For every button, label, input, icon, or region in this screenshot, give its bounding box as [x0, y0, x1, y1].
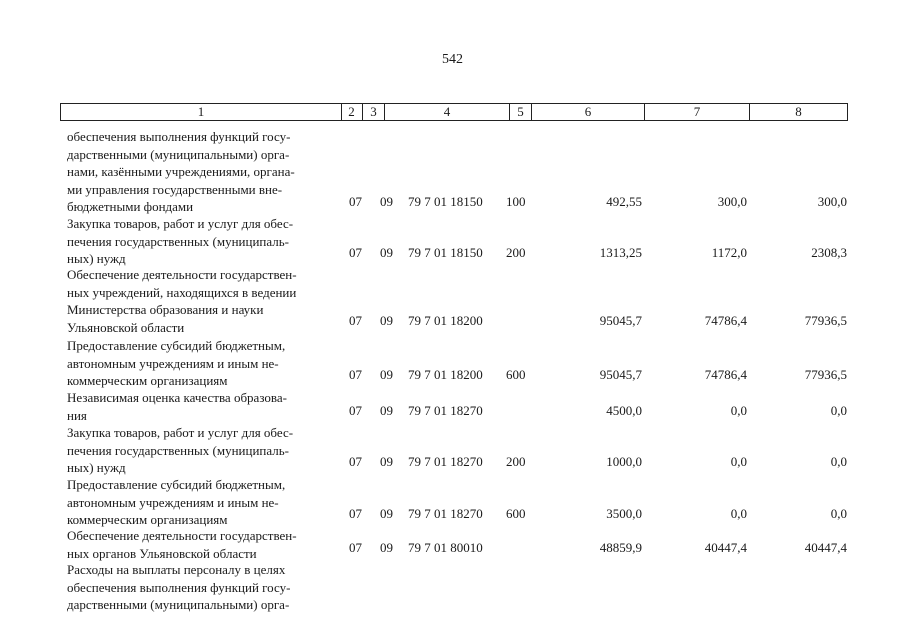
section-code: 07 [349, 506, 362, 521]
description-line: автономным учреждениям и иным не- [67, 355, 279, 371]
row-description [67, 266, 335, 336]
row-description [67, 476, 335, 529]
row-description [67, 215, 335, 268]
amount-col-6: 95045,7 [599, 313, 642, 328]
amount-col-8: 77936,5 [804, 313, 847, 328]
description-line: ных) нужд [67, 251, 126, 266]
row-description [67, 561, 335, 614]
description-line: бюджетными фондами [67, 199, 194, 214]
amount-col-7: 1172,0 [711, 245, 747, 260]
description-line: ми управления государственными вне- [67, 181, 283, 197]
amount-col-6: 492,55 [606, 194, 642, 209]
description-line: автономным учреждениям и иным не- [67, 494, 279, 510]
amount-col-6: 3500,0 [606, 506, 642, 521]
description-line: обеспечения выполнения функций госу- [67, 579, 291, 595]
amount-col-7: 74786,4 [704, 313, 747, 328]
header-col-3: 3 [363, 103, 385, 121]
subsection-code: 09 [380, 454, 393, 469]
target-article-code: 79 7 01 18200 [408, 367, 483, 382]
description-line: Закупка товаров, работ и услуг для обес- [67, 216, 294, 231]
amount-col-8: 300,0 [817, 194, 847, 209]
header-col-6: 6 [532, 103, 645, 121]
expense-type-code: 600 [506, 506, 526, 521]
header-col-4: 4 [385, 103, 510, 121]
description-line: коммерческим организациям [67, 373, 228, 388]
header-col-2: 2 [341, 103, 363, 121]
amount-col-8: 0,0 [830, 403, 847, 418]
description-line: печения государственных (муниципаль- [67, 233, 290, 249]
section-code: 07 [349, 245, 362, 260]
target-article-code: 79 7 01 18270 [408, 403, 483, 418]
expense-type-code: 200 [506, 245, 526, 260]
subsection-code: 09 [380, 367, 393, 382]
section-code: 07 [349, 540, 362, 555]
amount-col-8: 2308,3 [811, 245, 847, 260]
amount-col-7: 0,0 [730, 506, 747, 521]
description-line: Независимая оценка качества образова- [67, 390, 287, 405]
header-col-5: 5 [510, 103, 532, 121]
subsection-code: 09 [380, 313, 393, 328]
amount-col-6: 1313,25 [599, 245, 642, 260]
table-header [60, 103, 848, 121]
row-description [67, 128, 335, 216]
page-number: 542 [442, 52, 463, 67]
amount-col-8: 0,0 [830, 506, 847, 521]
expense-type-code: 600 [506, 367, 526, 382]
amount-col-6: 48859,9 [599, 540, 642, 555]
description-line: Министерства образования и науки [67, 302, 264, 317]
subsection-code: 09 [380, 194, 393, 209]
description-line: Обеспечение деятельности государствен- [67, 528, 297, 543]
row-description [67, 424, 335, 477]
row-description [67, 337, 335, 390]
description-line: ных органов Ульяновской области [67, 545, 257, 561]
amount-col-8: 0,0 [830, 454, 847, 469]
expense-type-code: 200 [506, 454, 526, 469]
description-line: дарственными (муниципальными) орга- [67, 597, 290, 612]
subsection-code: 09 [380, 540, 393, 555]
amount-col-8: 40447,4 [804, 540, 847, 555]
description-line: Предоставление субсидий бюджетным, [67, 338, 286, 353]
row-description [67, 389, 335, 424]
amount-col-6: 95045,7 [599, 367, 642, 382]
description-line: коммерческим организациям [67, 512, 228, 527]
header-col-8: 8 [750, 103, 848, 121]
amount-col-8: 77936,5 [804, 367, 847, 382]
amount-col-7: 300,0 [717, 194, 747, 209]
description-line: Расходы на выплаты персоналу в целях [67, 562, 286, 577]
header-col-7: 7 [645, 103, 750, 121]
target-article-code: 79 7 01 18270 [408, 454, 483, 469]
row-description [67, 527, 335, 562]
target-article-code: 79 7 01 18200 [408, 313, 483, 328]
description-line: ния [67, 407, 87, 423]
description-line: Ульяновской области [67, 319, 185, 335]
description-line: дарственными (муниципальными) орга- [67, 146, 290, 162]
subsection-code: 09 [380, 245, 393, 260]
description-line: ных) нужд [67, 460, 126, 475]
section-code: 07 [349, 367, 362, 382]
subsection-code: 09 [380, 506, 393, 521]
section-code: 07 [349, 403, 362, 418]
description-line: ных учреждений, находящихся в ведении [67, 284, 297, 300]
target-article-code: 79 7 01 18150 [408, 245, 483, 260]
target-article-code: 79 7 01 80010 [408, 540, 483, 555]
header-col-1: 1 [60, 103, 342, 121]
description-line: печения государственных (муниципаль- [67, 442, 290, 458]
amount-col-6: 1000,0 [606, 454, 642, 469]
section-code: 07 [349, 454, 362, 469]
amount-col-7: 0,0 [730, 454, 747, 469]
amount-col-6: 4500,0 [606, 403, 642, 418]
description-line: Обеспечение деятельности государствен- [67, 267, 297, 282]
description-line: Предоставление субсидий бюджетным, [67, 477, 286, 492]
description-line: нами, казёнными учреждениями, органа- [67, 164, 295, 179]
description-line: обеспечения выполнения функций госу- [67, 129, 291, 144]
section-code: 07 [349, 194, 362, 209]
amount-col-7: 40447,4 [704, 540, 747, 555]
section-code: 07 [349, 313, 362, 328]
amount-col-7: 74786,4 [704, 367, 747, 382]
description-line: Закупка товаров, работ и услуг для обес- [67, 425, 294, 440]
subsection-code: 09 [380, 403, 393, 418]
target-article-code: 79 7 01 18150 [408, 194, 483, 209]
amount-col-7: 0,0 [730, 403, 747, 418]
expense-type-code: 100 [506, 194, 526, 209]
target-article-code: 79 7 01 18270 [408, 506, 483, 521]
